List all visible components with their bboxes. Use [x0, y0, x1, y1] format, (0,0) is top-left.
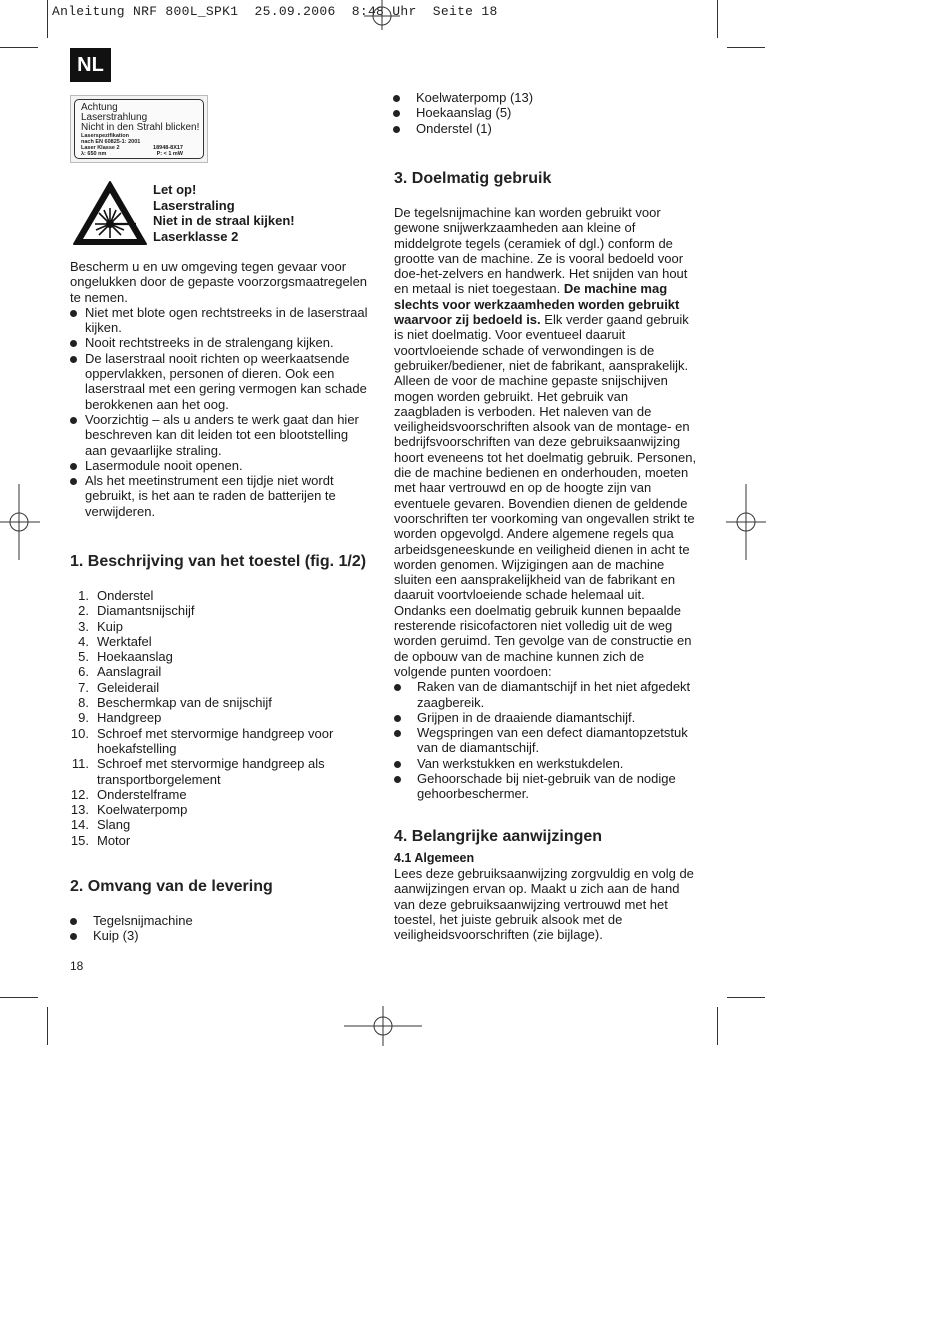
list-item [62, 603, 372, 618]
item-number: 4. [78, 633, 89, 649]
list-item [62, 787, 372, 802]
delivery-list-cont [393, 90, 698, 136]
text-run: De tegelsnijmachine kan worden gebruikt voor gewone snijwerkzaamheden aan kleine of middelgrote tegels (ceramiek of dgl.) conform de grootte van de machine. Ze is vooral bedoeld voor doe-het-zelvers en handwerk. Het snijden van hout en metaal is niet toegestaan. [394, 205, 688, 297]
safety-intro: Bescherm u en uw omgeving tegen gevaar voor ongelukken door de gepaste voorzorgsmaatregelen te nemen. [70, 259, 368, 305]
warning-line: Let op! [153, 182, 197, 197]
label-power: P: < 1 mW [156, 151, 183, 157]
item-text: Aanslagrail [97, 664, 162, 680]
list-item [62, 802, 372, 817]
item-number: 7. [78, 679, 89, 695]
item-text: Schroef met stervormige handgreep als transportborgelement [97, 756, 325, 787]
item-number: 5. [78, 649, 89, 665]
item-text: Schroef met stervormige handgreep voor hoekafstelling [97, 725, 334, 756]
item-number: 12. [70, 786, 89, 802]
risk-item: Gehoorschade bij niet-gebruik van de nodige gehoorbeschermer. [394, 771, 697, 802]
label-spec: nach EN 60825-1: 2001 [81, 139, 141, 145]
item-text: Handgreep [97, 710, 162, 726]
item-text: Slang [97, 817, 131, 833]
list-item [62, 588, 372, 603]
list-item [62, 619, 372, 634]
list-item [62, 664, 372, 679]
label-wavelength: λ: 650 nm [81, 151, 107, 157]
subsection-41-title: 4.1 Algemeen [394, 851, 475, 865]
label-line: Achtung [81, 102, 118, 113]
safety-bullet: Niet met blote ogen rechtstreeks in de laserstraal kijken. [70, 305, 370, 336]
item-number: 14. [70, 817, 89, 833]
delivery-list [70, 913, 370, 944]
warning-line: Laserstraling [153, 197, 235, 213]
safety-bullet: Voorzichtig – als u anders te werk gaat dan hier beschreven kan dit leiden tot een blootstelling aan gevaarlijke straling. [70, 412, 370, 458]
left-column [70, 259, 370, 519]
label-class: Laser Klasse 2 [81, 145, 120, 151]
item-number: 1. [78, 588, 89, 603]
safety-bullet: Lasermodule nooit openen. [70, 458, 370, 473]
warning-line: Niet in de straal kijken! [153, 213, 295, 228]
item-number: 8. [78, 695, 89, 711]
section-3-title: 3. Doelmatig gebruik [394, 170, 552, 187]
item-number: 15. [70, 832, 89, 848]
warning-line: Laserklasse 2 [153, 228, 239, 244]
item-number: 3. [78, 618, 89, 634]
crop-mark [47, 1007, 48, 1045]
item-number: 10. [70, 725, 89, 741]
list-item [62, 680, 372, 695]
section-4-title: 4. Belangrijke aanwijzingen [394, 828, 603, 845]
crop-mark [727, 47, 765, 48]
language-tag: NL [70, 48, 111, 82]
registration-mark-bottom [344, 1006, 422, 1046]
list-item [62, 726, 372, 757]
crop-mark [47, 0, 48, 38]
list-item [62, 833, 372, 848]
list-item [62, 710, 372, 725]
crop-mark [0, 997, 38, 998]
section-2-title: 2. Omvang van de levering [70, 878, 273, 895]
text-run: Elk verder gaand gebruik is niet doelmatig. Voor eventueel daaruit voortvloeiende schade of verwondingen is de gebruiker/bediener, niet de fabrikant, aansprakelijk. Alleen de voor de machine gepaste snijschijven mogen worden gebruikt. Het gebruik van zaagbladen is verboden. Het naleven van de veiligheidsvoorschriften alsook van de montage- en bedrijfsvoorschriften van deze gebruiksaanwijzing hoort eveneens tot het doelmatig gebruik. Personen, die de machine bedienen en onderhouden, moeten met haar vertrouwd en op de hoogte zijn van eventuele gevaren. Bovendien dienen de geldende voorschriften ter voorkoming van ongevallen strikt te worden opgevolgd. Andere algemene regels qua arbeidsgeneeskunde en veiligheid dienen in acht te worden genomen. Wijzigingen aan de machine sluiten een aansprakelijkheid van de fabrikant en daaruit voortvloeiende schade helemaal uit. Ondanks een doelmatig gebruik kunnen bepaalde resterende risicofactoren niet volledig uit de weg worden geruimd. Ten gevolge van de constructie en de opbouw van de machine kunnen zich de volgende punten voordoen: [394, 312, 697, 679]
label-code: 18948-8X17 [153, 145, 183, 151]
label-spec: Laserspezifikation [81, 133, 129, 139]
parts-list [62, 588, 372, 848]
item-text: Kuip [97, 618, 124, 634]
safety-bullet: De laserstraal nooit richten op weerkaatsende oppervlakken, personen of dieren. Ook een laserstraal met een gering vermogen kan schade berokkenen aan het oog. [70, 351, 370, 412]
intended-use-text [394, 205, 697, 679]
laser-warning-label [70, 95, 208, 163]
text-emphasis: De machine mag slechts voor werkzaamheden worden gebruikt waarvoor zij bedoeld is. [394, 281, 680, 328]
item-text: Koelwaterpomp [97, 802, 188, 818]
delivery-item: Tegelsnijmachine [70, 913, 370, 928]
item-text: Onderstelframe [97, 786, 187, 802]
crop-mark [0, 47, 38, 48]
list-item [62, 756, 372, 787]
item-number: 11. [71, 756, 89, 772]
delivery-item: Onderstel (1) [393, 121, 698, 136]
item-number: 13. [70, 802, 89, 818]
delivery-item: Hoekaanslag (5) [393, 105, 698, 120]
list-item [62, 634, 372, 649]
item-number: 2. [78, 603, 89, 619]
item-text: Hoekaanslag [97, 649, 173, 665]
list-item [62, 817, 372, 832]
crop-mark [727, 997, 765, 998]
item-text: Werktafel [97, 633, 152, 649]
item-number: 9. [78, 710, 89, 726]
label-line: Nicht in den Strahl blicken! [81, 122, 200, 133]
delivery-item: Koelwaterpomp (13) [393, 90, 698, 105]
item-text: Geleiderail [97, 679, 160, 695]
print-header: Anleitung NRF 800L_SPK1 25.09.2006 8:48 Uhr Seite 18 [52, 4, 498, 19]
registration-mark-left [0, 484, 40, 560]
item-text: Motor [97, 832, 131, 848]
list-item [62, 695, 372, 710]
delivery-item: Kuip (3) [70, 928, 370, 943]
item-number: 6. [78, 664, 89, 680]
risk-item: Raken van de diamantschijf in het niet afgedekt zaagbereik. [394, 679, 697, 710]
item-text: Onderstel [97, 588, 154, 603]
page-number: 18 [70, 959, 84, 973]
item-text: Diamantsnijschijf [97, 603, 195, 619]
registration-mark-right [726, 484, 766, 560]
laser-warning-icon [72, 180, 148, 246]
registration-mark-top [362, 0, 402, 30]
intended-use [394, 205, 697, 802]
laser-warning-text [153, 182, 295, 244]
risk-item: Van werkstukken en werkstukdelen. [394, 756, 697, 771]
safety-bullet: Als het meetinstrument een tijdje niet wordt gebruikt, is het aan te raden de batterijen te verwijderen. [70, 473, 370, 519]
crop-mark [717, 0, 718, 38]
risk-item: Wegspringen van een defect diamantopzetstuk van de diamantschijf. [394, 725, 697, 756]
label-line: Laserstrahlung [81, 112, 148, 123]
list-item [62, 649, 372, 664]
section-1-title: 1. Beschrijving van het toestel (fig. 1/2) [70, 553, 367, 570]
crop-mark [717, 1007, 718, 1045]
risk-item: Grijpen in de draaiende diamantschijf. [394, 710, 697, 725]
safety-bullet: Nooit rechtstreeks in de stralengang kijken. [70, 335, 370, 350]
item-text: Beschermkap van de snijschijf [97, 695, 272, 711]
subsection-41-text: Lees deze gebruiksaanwijzing zorgvuldig en volg de aanwijzingen ervan op. Maakt u zich aan de hand van deze gebruiksaanwijzing vertrouwd met het toestel, het juiste gebruik alsook met de veiligheidsvoorschriften (zie bijlage). [394, 866, 694, 943]
label-wave-row [81, 151, 197, 157]
